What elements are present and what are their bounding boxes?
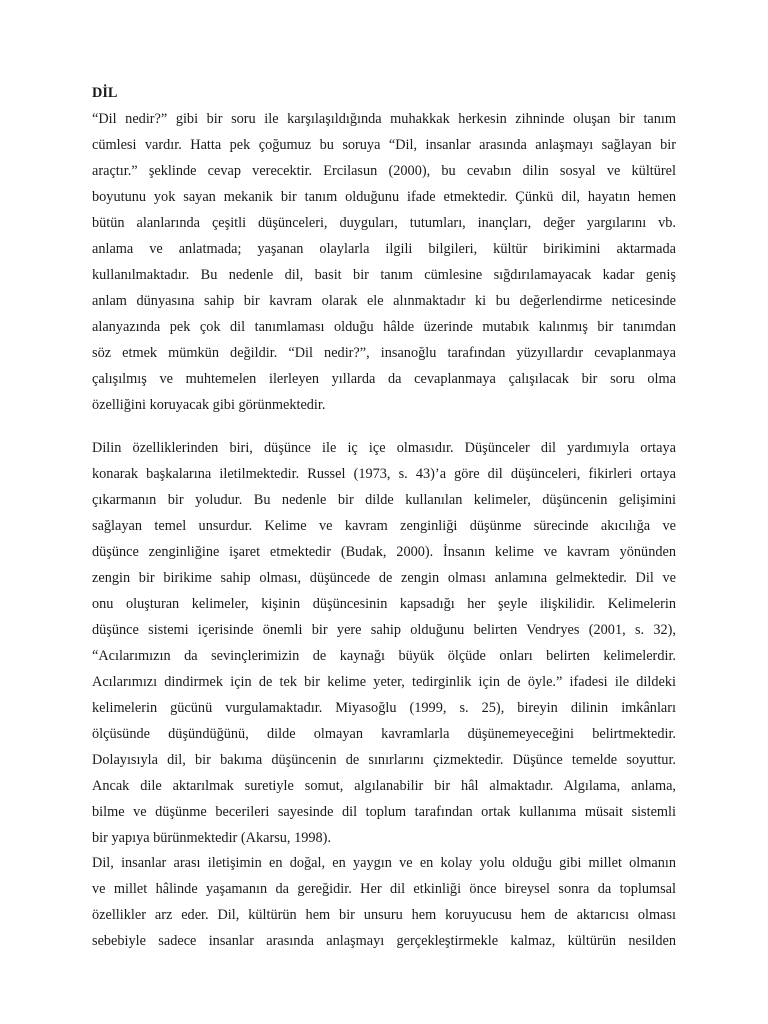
text-line: çalışılmış ve muhtemelen ilerleyen yıllarda da cevaplanmaya çalışılacak bir soru olma (92, 371, 676, 387)
text-line: kelimelerin gücünü vurgulamaktadır. Miyasoğlu (1999, s. 25), bireyin dilinin imkânları (92, 700, 676, 716)
text-line: konarak başkalarına iletilmektedir. Russel (1973, s. 43)’a göre dil düşünceleri, fikirleri ortaya (92, 466, 676, 482)
text-line: Dil, insanlar arası iletişimin en doğal, en yaygın ve en kolay yolu olduğu gibi millet olmanın (92, 855, 676, 871)
text-line: araçtır.” şeklinde cevap verecektir. Ercilasun (2000), bu cevabın dilin sosyal ve kültürel (92, 163, 676, 179)
text-line: Dilin özelliklerinden biri, düşünce ile iç içe olmasıdır. Düşünceler dil yardımıyla ortaya (92, 440, 676, 456)
text-line: özelliğini koruyacak gibi görünmektedir. (92, 397, 326, 413)
text-line: söz etmek mümkün değildir. “Dil nedir?”, insanoğlu tarafından yüzyıllardır cevaplanmaya (92, 345, 676, 361)
text-line: Acılarımızı dindirmek için de tek bir kelime yeter, tedirginlik için de öyle.” ifadesi ile dildeki (92, 674, 676, 690)
text-line: boyutunu yok sayan mekanik bir tanım olduğunu ifade etmektedir. Çünkü dil, hayatın hemen (92, 189, 676, 205)
text-line: sebebiyle sadece insanlar arasında anlaşmayı gerçekleştirmekle kalmaz, kültürün nesilden (92, 933, 676, 949)
text-line: bir yapıya bürünmektedir (Akarsu, 1998). (92, 830, 332, 846)
text-line: bütün alanlarında çeşitli düşünceleri, duyguları, tutumları, inançları, değer yargılarını vb. (92, 215, 676, 231)
heading: DİL (92, 85, 118, 101)
text-line: düşünce zenginliğine işaret etmektedir (Budak, 2000). İnsanın kelime ve kavram yönünden (92, 544, 676, 560)
text-line: onu oluşturan kelimeler, kişinin düşüncesinin kapsadığı her şeyle ilişkilidir. Kelimelerin (92, 596, 676, 612)
text-line: kullanılmaktadır. Bu nedenle dil, basit bir tanım cümlesine sığdırılamayacak kadar geniş (92, 267, 676, 283)
text-line: cümlesi vardır. Hatta pek çoğumuz bu soruya “Dil, insanlar arasında anlaşmayı sağlayan bir (92, 137, 676, 153)
text-line: zengin bir birikime sahip olması, düşüncede de zengin olması anlamına gelmektedir. Dil ve (92, 570, 676, 586)
text-line: bilme ve düşünme becerileri sayesinde dil toplum tarafından ortak kullanıma müsait sistemli (92, 804, 676, 820)
text-line: düşünce sistemi içerisinde önemli bir yere sahip olduğunu belirten Vendryes (2001, s. 32), (92, 622, 676, 638)
text-line: anlama ve anlatmada; yaşanan olaylarla ilgili bilgileri, kültür birikimini aktarmada (92, 241, 676, 257)
text-line: Dolayısıyla dil, bir bakıma düşüncenin de sınırlarını çizmektedir. Düşünce temelde soyuttur. (92, 752, 676, 768)
text-line: alanyazında pek çok dil tanımlaması olduğu hâlde üzerinde mutabık kalınmış bir tanımdan (92, 319, 676, 335)
text-line: “Acılarımızın da sevinçlerimizin de kaynağı büyük ölçüde onları belirten kelimelerdir. (92, 648, 676, 664)
text-line: “Dil nedir?” gibi bir soru ile karşılaşıldığında muhakkak herkesin zihninde oluşan bir tanım (92, 111, 676, 127)
text-line: ve millet hâlinde yaşamanın da gereğidir. Her dil etkinliği önce bireysel sonra da toplumsal (92, 881, 676, 897)
text-line: anlam dünyasına sahip bir kavram olarak ele alınmaktadır ki bu değerlendirme neticesinde (92, 293, 676, 309)
text-line: çıkarmanın bir yoludur. Bu nedenle bir dilde kullanılan kelimeler, düşüncenin gelişimini (92, 492, 676, 508)
text-line: sağlayan temel unsurdur. Kelime ve kavram zenginliği düşünme sürecinde akıcılığa ve (92, 518, 676, 534)
text-line: ölçüsünde düşündüğünü, dilde olmayan kavramlarla düşünemeyeceğini belirtmektedir. (92, 726, 676, 742)
text-line: özellikler arz eder. Dil, kültürün hem bir unsuru hem koruyucusu hem de aktarıcısı olması (92, 907, 676, 923)
text-line: Ancak dile aktarılmak suretiyle somut, algılanabilir bir hâl almaktadır. Algılama, anlama, (92, 778, 676, 794)
